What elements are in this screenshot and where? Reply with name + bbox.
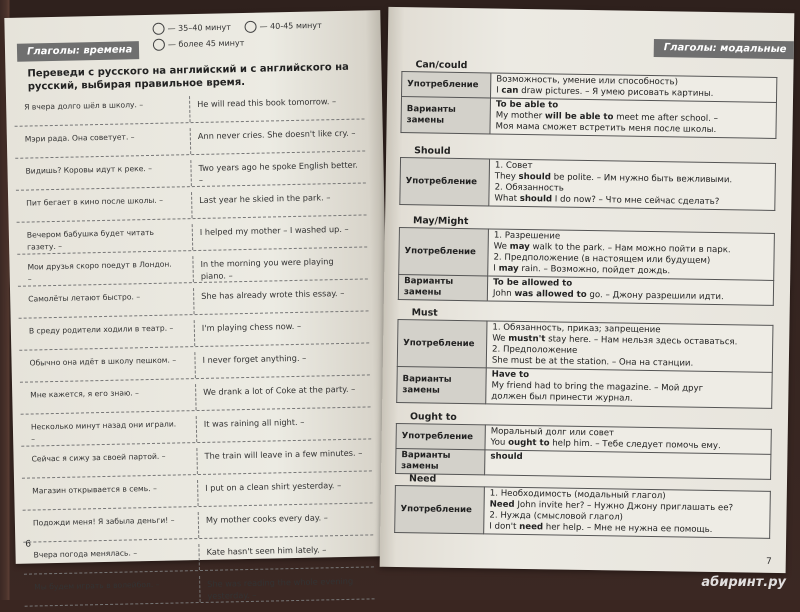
english-sentence: Two years ago he spoke English better. – [198, 159, 358, 185]
english-sentence: She has already wrote this essay. – [201, 287, 345, 301]
russian-sentence: Видишь? Коровы идут к реке. – [25, 163, 153, 176]
translation-row [19, 316, 369, 350]
translation-row [23, 508, 373, 542]
legend-item: — более 45 минут [153, 37, 245, 51]
alternatives-cell: Have to My friend had to bring the magazine. – Мой друг должен был принести журнал. [486, 368, 773, 408]
need-table [394, 485, 771, 539]
translation-rows [14, 92, 375, 611]
section-title: May/Might [412, 215, 469, 228]
clock-icon [152, 23, 164, 35]
translation-row [15, 124, 365, 158]
russian-sentence: Обычно она идёт в школу пешком. – [29, 355, 177, 368]
can-could-table [400, 71, 777, 139]
russian-sentence: Подожди меня! Я забыла деньги! – [32, 515, 175, 528]
use-label: Употребление [396, 424, 485, 450]
russian-sentence: Магазин открывается в семь. – [32, 483, 157, 496]
section-title: Should [414, 145, 451, 157]
alternatives-cell: To be able to My mother will be able to meet me after school. – Моя мама сможет встретить меня после школы. [490, 98, 777, 138]
alternatives-label: Варианты замены [397, 367, 487, 404]
english-sentence: My mother cooks every day. – [205, 512, 328, 525]
english-sentence: She was reading the whole evening yesterday. – [207, 575, 354, 601]
english-sentence: He will read this book tomorrow. – [197, 96, 337, 109]
translation-row [15, 156, 365, 190]
translation-row [16, 188, 366, 222]
english-sentence: I'm playing chess now. – [201, 320, 302, 333]
russian-sentence: Вчера погода менялась. – [33, 548, 138, 560]
alternatives-cell: To be allowed to John was allowed to go. – Джону разрешили идти. [487, 276, 773, 305]
english-sentence: The train will leave in a few minutes. – [204, 447, 363, 461]
alternatives-label: Варианты замены [396, 449, 485, 475]
clock-icon [153, 39, 165, 51]
russian-sentence: Мы будем играть в волейбол. – [34, 579, 160, 592]
clock-icon [244, 21, 256, 33]
english-sentence: We drank a lot of Coke at the party. – [203, 383, 356, 397]
left-page-tab: Глаголы: времена [17, 41, 139, 62]
translation-row [20, 380, 370, 414]
page-number: 6 [25, 539, 32, 550]
english-sentence: It was raining all night. – [203, 416, 305, 429]
right-page-tab: Глаголы: модальные [654, 39, 794, 59]
use-cell: 1. Разрешение We may walk to the park. – Нам можно пойти в парк. 2. Предположение (в настоящем или будущем) I may rain. – Возможно, пойдет дождь. [488, 229, 775, 280]
english-sentence: I never forget anything. – [202, 352, 307, 365]
english-sentence: Ann never cries. She doesn't like cry. – [197, 127, 356, 141]
russian-sentence: Вечером бабушка будет читать газету. – [26, 227, 155, 252]
russian-sentence: Самолёты летают быстро. – [28, 292, 141, 304]
russian-sentence: Я вчера долго шёл в школу. – [24, 100, 144, 112]
use-label: Употребление [397, 320, 487, 368]
translation-row [17, 220, 367, 254]
translation-row [18, 284, 368, 318]
must-table [396, 319, 773, 409]
russian-sentence: В среду родители ходили в театр. – [28, 323, 174, 336]
use-label: Употребление [395, 486, 485, 534]
legend-item: — 40-45 минут [244, 19, 321, 33]
russian-sentence: Мои друзья скоро поедут в Лондон. – [27, 259, 172, 284]
use-cell: 1. Необходимость (модальный глагол) Need John invite her? – Нужно Джону приглашать ее? 2. Нужда (смысловой глагол) I don't need her help. – Мне не нужна ее помощь. [484, 487, 771, 538]
section-title: Must [411, 307, 438, 319]
translation-row [21, 444, 371, 478]
section-title: Need [408, 473, 437, 485]
exercise-instructions: Переведи с русского на английский и с английского на русский, выбирая правильное время. [27, 61, 350, 93]
translation-row [23, 540, 373, 574]
use-label: Употребление [402, 72, 491, 98]
alternatives-cell: should [485, 450, 771, 479]
watermark: абиринт.ру [701, 575, 786, 590]
use-cell: Моральный долг или совет You ought to help him. – Тебе следует помочь ему. [485, 425, 771, 454]
translation-row [14, 92, 364, 126]
should-table [399, 157, 776, 211]
translation-row [24, 572, 374, 606]
russian-sentence: Пит бегает в кино после школы. – [26, 195, 164, 208]
use-cell: Возможность, умение или способность) I can draw pictures. – Я умею рисовать картины. [491, 73, 777, 102]
use-cell: 1. Совет They should be polite. – Им нужно быть вежливыми. 2. Обязанность What should I do now? – Что мне сейчас сделать? [489, 159, 776, 210]
use-label: Употребление [399, 228, 489, 276]
alternatives-label: Варианты замены [398, 275, 487, 301]
english-sentence: Kate hasn't seen him lately. – [206, 544, 327, 557]
ought-to-table [395, 423, 772, 480]
russian-sentence: Мэри рада. Она советует. – [24, 132, 135, 144]
left-page [4, 10, 391, 601]
russian-sentence: Сейчас я сижу за своей партой. – [31, 451, 166, 464]
section-title: Ought to [409, 411, 457, 423]
translation-row [21, 412, 371, 446]
legend-item: — 35–40 минут [152, 21, 231, 35]
page-number: 7 [765, 556, 772, 567]
russian-sentence: Несколько минут назад они играли. – [30, 419, 177, 444]
section-title: Can/could [415, 59, 468, 72]
may-might-table [398, 227, 775, 306]
english-sentence: In the morning you were playing piano. – [200, 256, 334, 281]
use-cell: 1. Обязанность, приказ; запрещение We mustn't stay here. – Нам нельзя здесь оставаться. 2. Предположение She must be at the station. – Она на станции. [486, 321, 773, 372]
russian-sentence: Мне кажется, я его знаю. – [30, 388, 140, 400]
translation-row [19, 348, 369, 382]
english-sentence: Last year he skied in the park. – [199, 192, 331, 205]
english-sentence: I helped my mother – I washed up. – [199, 223, 349, 237]
english-sentence: I put on a clean shirt yesterday. – [205, 480, 342, 493]
use-label: Употребление [400, 158, 490, 206]
alternatives-label: Варианты замены [401, 97, 491, 134]
translation-row [17, 252, 367, 286]
right-page [380, 7, 795, 573]
translation-row [22, 476, 372, 510]
